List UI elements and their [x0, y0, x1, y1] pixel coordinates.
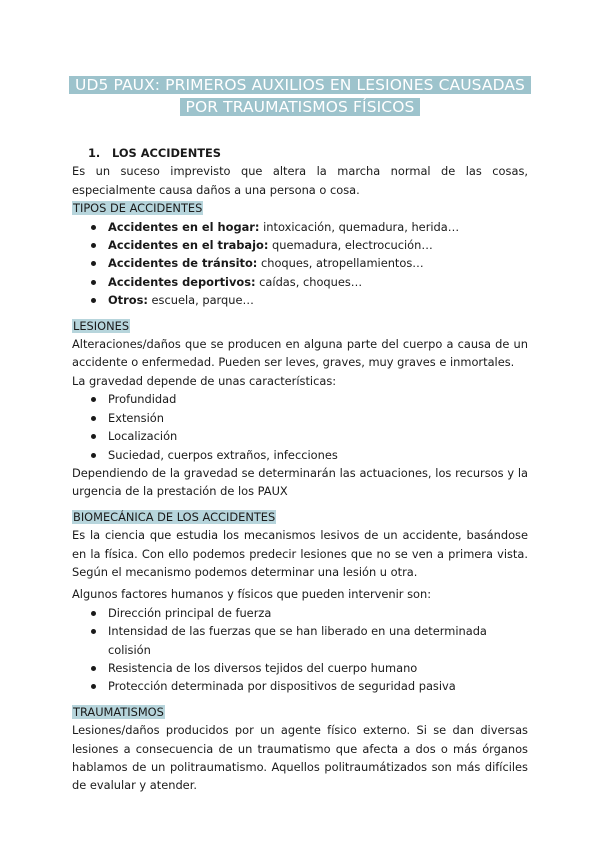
list-item: Localización — [72, 427, 528, 445]
section-number: 1. — [88, 146, 101, 160]
document-body — [72, 144, 528, 795]
traumatismos-heading: TRAUMATISMOS — [73, 704, 164, 719]
lesiones-definition: Alteraciones/daños que se producen en alguna parte del cuerpo a causa de un accidente o enfermedad. Pueden ser leves, graves, muy graves e inmortales. — [72, 337, 528, 370]
list-item: Accidentes en el hogar: intoxicación, quemadura, herida… — [72, 218, 528, 236]
factores-list — [72, 604, 528, 696]
accidentes-intro: Es un suceso imprevisto que altera la marcha normal de las cosas, especialmente causa daños a una persona o cosa. — [72, 164, 528, 197]
list-item: Suciedad, cuerpos extraños, infecciones — [72, 446, 528, 464]
list-item: Extensión — [72, 409, 528, 427]
list-item: Profundidad — [72, 390, 528, 408]
biomecanica-definition: Es la ciencia que estudia los mecanismos lesivos de un accidente, basándose en la física. Con ello podemos predecir lesiones que no se ven a primera vista. Según el mecanismo podemos determinar una lesión u otra. — [72, 528, 528, 579]
list-item: Resistencia de los diversos tejidos del cuerpo humano — [72, 659, 528, 677]
document-title — [0, 74, 600, 118]
tipos-heading: TIPOS DE ACCIDENTES — [73, 201, 203, 216]
factores-intro: Algunos factores humanos y físicos que pueden intervenir son: — [72, 587, 432, 602]
lesiones-conclusion: Dependiendo de la gravedad se determinarán las actuaciones, los recursos y la urgencia de la prestación de los PAUX — [72, 465, 528, 499]
traumatismos-definition: Lesiones/daños producidos por un agente físico externo. Si se dan diversas lesiones a consecuencia de un traumatismo que afecta a dos o más órganos hablamos de un politraumatismo. Aquellos politraumátizados son más difíciles de evalular y atender. — [72, 723, 528, 793]
title-line-2: POR TRAUMATISMOS FÍSICOS — [180, 98, 421, 116]
list-item: Otros: escuela, parque… — [72, 291, 528, 309]
list-item: Dirección principal de fuerza — [72, 604, 528, 622]
list-item: Protección determinada por dispositivos de seguridad pasiva — [72, 677, 528, 695]
list-item: Intensidad de las fuerzas que se han liberado en una determinada colisión — [72, 622, 528, 659]
section-title: LOS ACCIDENTES — [112, 146, 222, 160]
list-item: Accidentes en el trabajo: quemadura, electrocución… — [72, 236, 528, 254]
gravedad-intro: La gravedad depende de unas características: — [72, 373, 337, 388]
section-heading-accidentes — [88, 144, 528, 162]
list-item: Accidentes de tránsito: choques, atropellamientos… — [72, 254, 528, 272]
biomecanica-heading: BIOMECÁNICA DE LOS ACCIDENTES — [73, 509, 276, 524]
lesiones-heading: LESIONES — [73, 318, 130, 333]
list-item: Accidentes deportivos: caídas, choques… — [72, 273, 528, 291]
tipos-list — [72, 218, 528, 310]
gravedad-list — [72, 390, 528, 464]
title-line-1: UD5 PAUX: PRIMEROS AUXILIOS EN LESIONES CAUSADAS — [69, 76, 531, 94]
